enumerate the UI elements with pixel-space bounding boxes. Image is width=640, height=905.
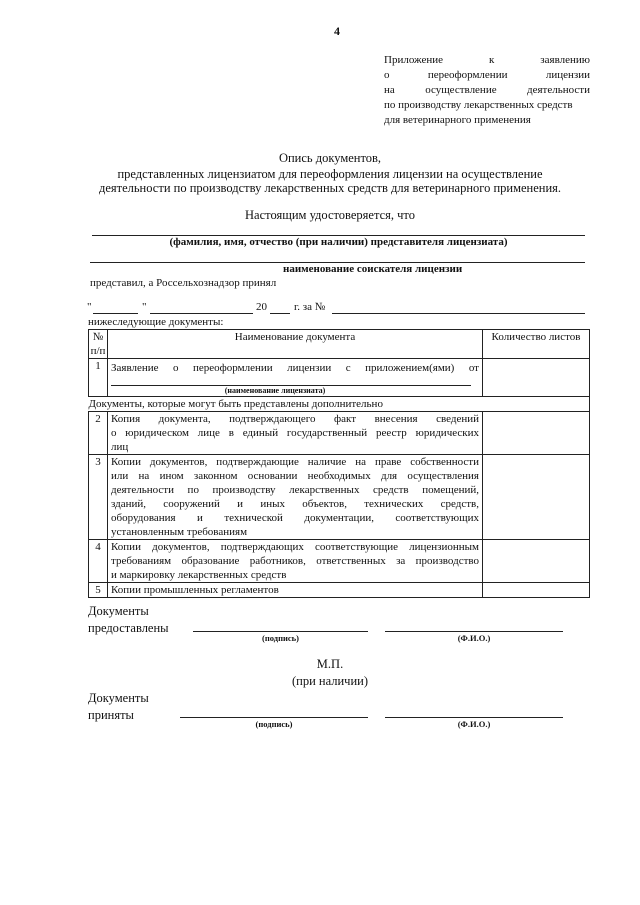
- row-text-line: лиц: [111, 441, 129, 453]
- appendix-word: к: [488, 54, 495, 66]
- row-doc-name: [108, 583, 483, 598]
- accepted-signature-caption: (подпись): [255, 719, 293, 729]
- month-line: [150, 313, 253, 314]
- submitted-label: [88, 603, 169, 637]
- row-text-line: Копии документов, подтверждающие наличие на праве собственности: [111, 456, 479, 468]
- row-text-line: или на ином законном основании необходимых для осуществления: [111, 470, 479, 482]
- doc-subtitle-line: деятельности по производству лекарственных средств для ветеринарного применения.: [98, 181, 562, 195]
- applicant-caption: наименование соискателя лицензии: [283, 263, 463, 275]
- documents-table: [88, 329, 590, 598]
- table-row: [89, 359, 590, 397]
- year-prefix: 20: [256, 301, 267, 313]
- header-num-line: №: [92, 331, 104, 343]
- section-label: Документы, которые могут быть представлены дополнительно: [89, 397, 590, 412]
- table-row: [89, 455, 590, 540]
- row-text-line: Копии промышленных регламентов: [111, 584, 279, 596]
- appendix-word: о: [384, 69, 390, 81]
- appendix-word: заявлению: [540, 54, 590, 66]
- year-suffix: г. за №: [294, 301, 326, 313]
- appendix-word: осуществление: [425, 84, 497, 96]
- row-text-line: зданий, сооружений и иных объектов, технических средств,: [111, 498, 479, 510]
- row-number: 2: [89, 412, 108, 455]
- table-row: [89, 412, 590, 455]
- accepted-fio-caption: (Ф.И.О.): [457, 719, 491, 729]
- accepted-signature-line: [180, 717, 368, 718]
- stamp-label: М.П.: [316, 657, 344, 671]
- accepted-label-line: Документы: [88, 691, 149, 705]
- row-doc-name: [108, 455, 483, 540]
- appendix-word: переоформлении: [427, 69, 508, 81]
- row-text-line: Копия документа, подтверждающего факт внесения сведений: [111, 413, 479, 425]
- appendix-line: для ветеринарного применения: [384, 114, 531, 126]
- row-sheets-cell: [483, 455, 590, 540]
- appendix-word: Приложение: [384, 54, 444, 66]
- appendix-row: [384, 83, 590, 98]
- certify-text: Настоящим удостоверяется, что: [245, 208, 415, 222]
- header-sheets: Количество листов: [483, 330, 590, 359]
- appendix-line: по производству лекарственных средств: [384, 99, 573, 111]
- doc-title: Опись документов,: [278, 151, 382, 165]
- submitted-label-line: Документы: [88, 604, 149, 618]
- row-text-line: установленным требованиям: [111, 526, 248, 538]
- row-sheets-cell: [483, 359, 590, 397]
- doc-subtitle-line: представленных лицензиатом для переоформления лицензии на осуществление: [117, 167, 543, 181]
- header-num-line: п/п: [90, 345, 106, 357]
- submitted-label-line: предоставлены: [88, 621, 169, 635]
- row-text-line: о юридическом лице в единый государственный реестр юридических: [111, 427, 479, 439]
- following-docs-text: нижеследующие документы:: [88, 316, 224, 328]
- page-number: 4: [334, 24, 340, 38]
- accepted-label-line: приняты: [88, 708, 134, 722]
- representative-caption: (фамилия, имя, отчество (при наличии) представителя лицензиата): [169, 236, 508, 248]
- header-name: Наименование документа: [108, 330, 483, 359]
- row-number: 4: [89, 540, 108, 583]
- row-text-line: требованиям образование работников, ответственных за производство: [111, 555, 479, 567]
- row-text-line: деятельности по производству лекарственных средств помещений,: [111, 484, 479, 496]
- table-row: [89, 583, 590, 598]
- row-text-line: оборудования и технической документации, соответствующих: [111, 512, 479, 524]
- header-num: [89, 330, 108, 359]
- appendix-header: [384, 53, 590, 128]
- year-line: [270, 313, 290, 314]
- section-row: [89, 397, 590, 412]
- row-sheets-cell: [483, 583, 590, 598]
- row-sheets-cell: [483, 412, 590, 455]
- table-row: [89, 540, 590, 583]
- licensee-caption: (наименование лицензиата): [224, 386, 326, 395]
- number-line: [332, 313, 585, 314]
- presented-text: представил, а Россельхознадзор принял: [90, 277, 277, 289]
- appendix-row: [384, 53, 590, 68]
- accepted-fio-line: [385, 717, 563, 718]
- row-sheets-cell: [483, 540, 590, 583]
- appendix-word: на: [384, 84, 395, 96]
- submitted-signature-caption: (подпись): [262, 633, 299, 643]
- appendix-word: лицензии: [545, 69, 590, 81]
- row-text-line: и маркировку лекарственных средств: [111, 569, 287, 581]
- date-quote-close: ": [142, 301, 147, 313]
- row-doc-name: [108, 412, 483, 455]
- submitted-fio-caption: (Ф.И.О.): [457, 633, 491, 643]
- day-line: [93, 313, 138, 314]
- row-text-line: Копии документов, подтверждающих соответствующие лицензионным: [111, 541, 479, 553]
- submitted-signature-line: [193, 631, 368, 632]
- row-number: 5: [89, 583, 108, 598]
- appendix-word: деятельности: [527, 84, 590, 96]
- submitted-fio-line: [385, 631, 563, 632]
- date-quote-open: ": [87, 301, 92, 313]
- appendix-row: [384, 68, 590, 83]
- accepted-label: [88, 690, 149, 724]
- stamp-note: (при наличии): [291, 674, 369, 688]
- row-doc-name: [108, 540, 483, 583]
- row-number: 1: [89, 359, 108, 397]
- row-number: 3: [89, 455, 108, 540]
- row-text: Заявление о переоформлении лицензии с приложением(ями) от: [111, 362, 479, 374]
- row-doc-name: [108, 359, 483, 397]
- table-header-row: [89, 330, 590, 359]
